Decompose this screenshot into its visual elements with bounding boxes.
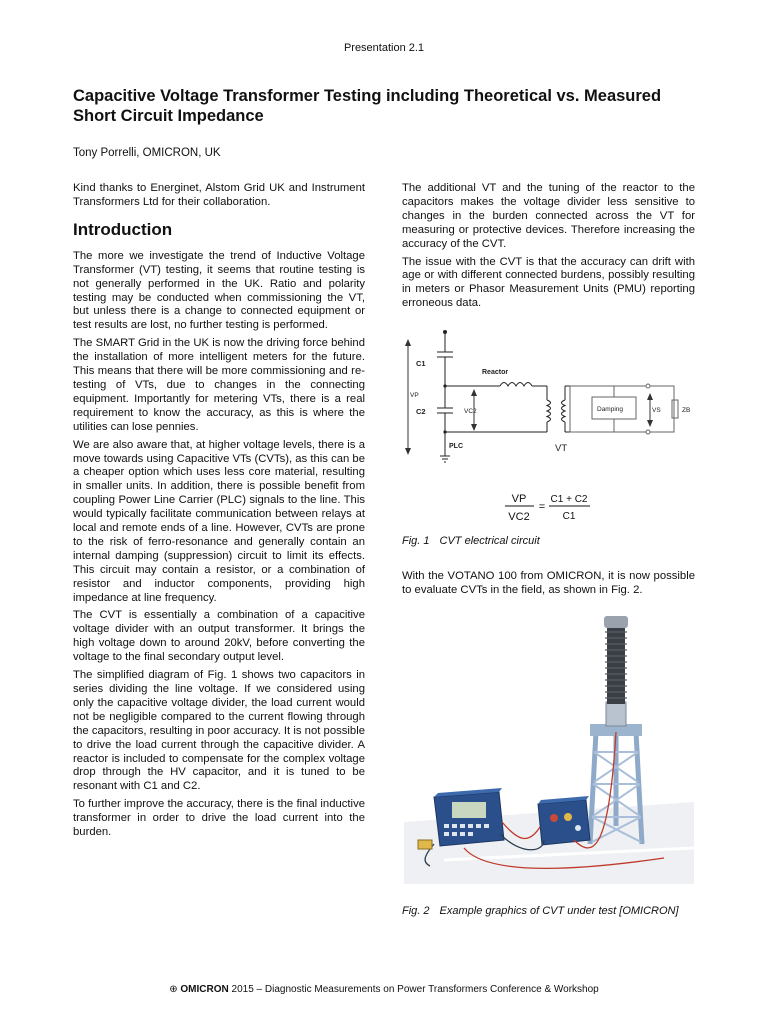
page-header: Presentation 2.1 xyxy=(343,42,425,54)
label-vs: VS xyxy=(652,407,661,414)
paragraph: The simplified diagram of Fig. 1 shows two capacitors in series dividing the line voltage. If we considered using only the capacitive voltage divider, the load current would not be negligible compared to the current flowing through the capacitors, resulting in poor accuracy. It is not possible to drive the load current through the capacitive divider. A reactor is included to compensate for the complex voltage drop through the HV capacitor, and it is tuned to be resonant with C1 and C2. xyxy=(73,669,365,793)
label-c1: C1 xyxy=(416,359,426,368)
formula-equals: = xyxy=(538,501,546,513)
cvt-test-setup-illustration xyxy=(404,612,694,892)
figure-2-number: Fig. 2 xyxy=(402,905,430,917)
section-heading-introduction: Introduction xyxy=(73,219,173,239)
label-vp: VP xyxy=(410,392,419,399)
left-column xyxy=(73,182,365,844)
label-c2: C2 xyxy=(416,407,426,416)
label-zb: ZB xyxy=(682,407,691,414)
figure-1-caption-text: CVT electrical circuit xyxy=(439,535,540,547)
paragraph: To further improve the accuracy, there is the final inductive transformer in order to drive the load current into the burden. xyxy=(73,798,365,839)
paragraph: The CVT is essentially a combination of a capacitive voltage divider with an output transformer. It brings the high voltage down to around 20kV, before converting the voltage to the final secondary output level. xyxy=(73,609,365,664)
paragraph: The SMART Grid in the UK is now the driving force behind the installation of more intelligent meters for the future. This means that there will be more commissioning and re-testing of VTs, due to changes in the connecting equipment. Importantly for metering VTs, there is a real requirement to know the accuracy, as this is where the utilities can lose pennies. xyxy=(73,337,365,433)
cvt-circuit-diagram xyxy=(400,330,700,530)
label-vc2: VC2 xyxy=(464,408,477,415)
figure-1-number: Fig. 1 xyxy=(402,535,430,547)
footer-brand: OMICRON xyxy=(180,984,229,995)
paper-title: Capacitive Voltage Transformer Testing including Theoretical vs. Measured Short Circuit Impedance xyxy=(73,87,662,125)
page-footer xyxy=(0,984,768,995)
label-vt: VT xyxy=(555,443,568,454)
acknowledgement: Kind thanks to Energinet, Alstom Grid UK and Instrument Transformers Ltd for their collaboration. xyxy=(73,182,365,208)
formula-c1-plus-c2: C1 + C2 xyxy=(550,494,588,505)
formula-vc2: VC2 xyxy=(508,511,530,523)
formula-vp: VP xyxy=(511,493,527,505)
right-column-continued xyxy=(402,570,695,602)
paragraph: The issue with the CVT is that the accuracy can drift with age or with different connected burdens, possibly resulting in meters or Phasor Measurement Units (PMU) reporting erroneous data. xyxy=(402,255,695,310)
figure-2-caption-text: Example graphics of CVT under test [OMICRON] xyxy=(439,905,679,917)
label-reactor: Reactor xyxy=(482,369,509,376)
paragraph: The more we investigate the trend of Inductive Voltage Transformer (VT) testing, it seems that routine testing is not generally performed in the UK. Ratio and polarity testing may be conducted when commissioning the VT, but unless there is a change to connected equipment or test results are lost, no further testing is performed. xyxy=(73,249,365,332)
right-column xyxy=(402,182,695,315)
figure-2-caption xyxy=(402,905,679,917)
footer-text: 2015 – Diagnostic Measurements on Power Transformers Conference & Workshop xyxy=(231,984,599,995)
paragraph: With the VOTANO 100 from OMICRON, it is now possible to evaluate CVTs in the field, as shown in Fig. 2. xyxy=(402,570,695,596)
paragraph: We are also aware that, at higher voltage levels, there is a move towards using Capacitive VTs (CVTs), as this can be a cheaper option which uses less core material, resulting in smaller units. In addition, there is possible benefit from coupling Power Line Carrier (PLC) signals to the line. This would typically facilitate communication between relays at local and remote ends of a line. However, CVTs are prone to the risk of ferro-resonance and generally contain an internal damping (suppression) circuit to limit its effects. This circuit may contain a resistor, or a combination of resistor and inductor components, providing high impedance at line frequency. xyxy=(73,438,365,604)
formula-c1: C1 xyxy=(562,511,576,522)
author-line: Tony Porrelli, OMICRON, UK xyxy=(73,147,221,159)
omicron-logo-icon: ⊕ xyxy=(169,984,178,995)
label-damping: Damping xyxy=(597,406,624,413)
figure-1-caption xyxy=(402,535,540,547)
label-plc: PLC xyxy=(449,443,463,450)
paragraph: The additional VT and the tuning of the reactor to the capacitors makes the voltage divider less sensitive to changes in the burden connected across the VT for measuring or protective devices. Therefore increasing the accuracy of the CVT. xyxy=(402,182,695,250)
